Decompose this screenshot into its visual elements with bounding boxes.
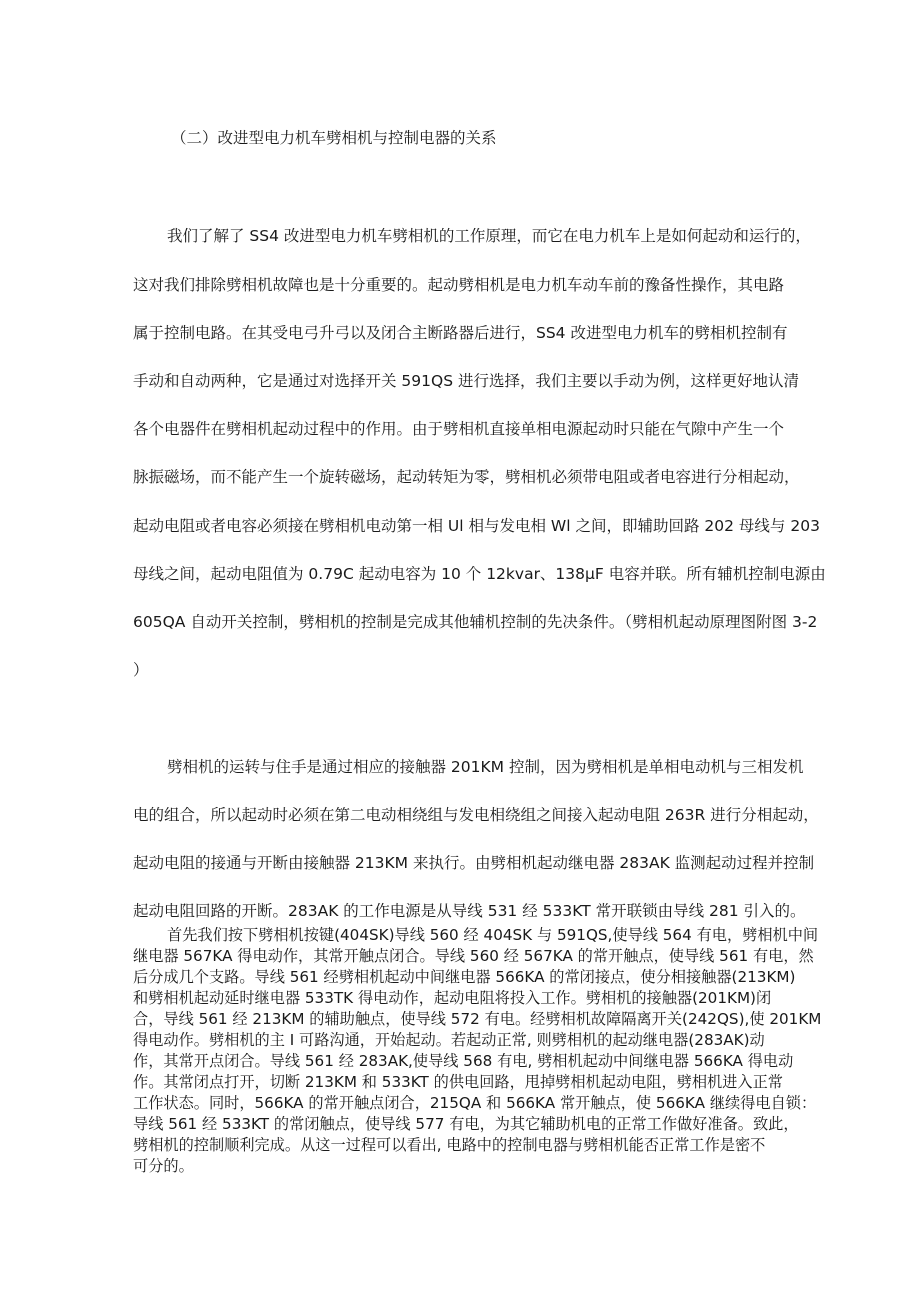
paragraph-3-line-12: 可分的。: [133, 1157, 194, 1175]
paragraph-3-line-4: 和劈相机起动延时继电器 533TK 得电动作，起动电阻将投入工作。劈相机的接触器(201KM)闭: [133, 989, 772, 1007]
paragraph-1-line-8: 母线之间，起动电阻值为 0.79C 起动电容为 10 个 12kvar、138μF 电容并联。所有辅机控制电源由: [133, 565, 826, 583]
paragraph-2-line-3: 起动电阻的接通与开断由接触器 213KM 来执行。由劈相机起动继电器 283AK 监测起动过程并控制: [133, 854, 815, 872]
paragraph-3-line-5: 合，导线 561 经 213KM 的辅助触点，使导线 572 有电。经劈相机故障隔离开关(242QS),使 201KM: [133, 1010, 822, 1028]
paragraph-1-line-9: 605QA 自动开关控制，劈相机的控制是完成其他辅机控制的先决条件。（劈相机起动原理图附图 3-2: [133, 613, 818, 631]
paragraph-1-line-3: 属于控制电路。在其受电弓升弓以及闭合主断路器后进行，SS4 改进型电力机车的劈相机控制有: [133, 324, 788, 342]
section-heading: （二）改进型电力机车劈相机与控制电器的关系: [171, 129, 497, 147]
paragraph-1-line-7: 起动电阻或者电容必须接在劈相机电动第一相 Ul 相与发电相 Wl 之间，即辅助回路 202 母线与 203: [133, 517, 820, 535]
paragraph-1-line-5: 各个电器件在劈相机起动过程中的作用。由于劈相机直接单相电源起动时只能在气隙中产生一个: [133, 420, 785, 438]
paragraph-3-line-2: 继电器 567KA 得电动作，其常开触点闭合。导线 560 经 567KA 的常开触点，使导线 561 有电，然: [133, 947, 814, 965]
paragraph-1-line-1: 我们了解了 SS4 改进型电力机车劈相机的工作原理，而它在电力机车上是如何起动和运行的，: [167, 227, 811, 245]
paragraph-3-line-3: 后分成几个支路。导线 561 经劈相机起动中间继电器 566KA 的常闭接点，使分相接触器(213KM): [133, 968, 796, 986]
paragraph-1-line-4: 手动和自动两种，它是通过对选择开关 591QS 进行选择，我们主要以手动为例，这样更好地认清: [133, 372, 799, 390]
paragraph-3-line-8: 作。其常闭点打开，切断 213KM 和 533KT 的供电回路，甩掉劈相机起动电阻，劈相机进入正常: [133, 1073, 783, 1091]
paragraph-3-line-10: 导线 561 经 533KT 的常闭触点，使导线 577 有电，为其它辅助机电的正常工作做好准备。致此，: [133, 1115, 799, 1133]
paragraph-1-line-2: 这对我们排除劈相机故障也是十分重要的。起动劈相机是电力机车动车前的豫备性操作，其电路: [133, 276, 785, 294]
paragraph-1-line-6: 脉振磁场，而不能产生一个旋转磁场，起动转矩为零，劈相机必须带电阻或者电容进行分相起动，: [133, 468, 800, 486]
paragraph-3-line-11: 劈相机的控制顺利完成。从这一过程可以看出, 电路中的控制电器与劈相机能否正常工作是密不: [133, 1136, 766, 1154]
paragraph-2-line-1: 劈相机的运转与住手是通过相应的接触器 201KM 控制，因为劈相机是单相电动机与三相发机: [167, 758, 804, 776]
paragraph-3-line-7: 作，其常开点闭合。导线 561 经 283AK,使导线 568 有电, 劈相机起动中间继电器 566KA 得电动: [133, 1052, 794, 1070]
paragraph-3-line-1: 首先我们按下劈相机按键(404SK)导线 560 经 404SK 与 591QS,使导线 564 有电，劈相机中间: [167, 926, 819, 944]
paragraph-1-line-10: ）: [133, 661, 149, 679]
paragraph-3-line-6: 得电动作。劈相机的主 I 可路沟通，开始起动。若起动正常, 则劈相机的起动继电器(283AK)动: [133, 1031, 765, 1049]
paragraph-3-line-9: 工作状态。同时，566KA 的常开触点闭合，215QA 和 566KA 常开触点，使 566KA 继续得电自锁：: [133, 1094, 817, 1112]
paragraph-2-line-4: 起动电阻回路的开断。283AK 的工作电源是从导线 531 经 533KT 常开联锁由导线 281 引入的。: [133, 902, 806, 920]
paragraph-2-line-2: 电的组合，所以起动时必须在第二电动相绕组与发电相绕组之间接入起动电阻 263R 进行分相起动，: [133, 806, 819, 824]
